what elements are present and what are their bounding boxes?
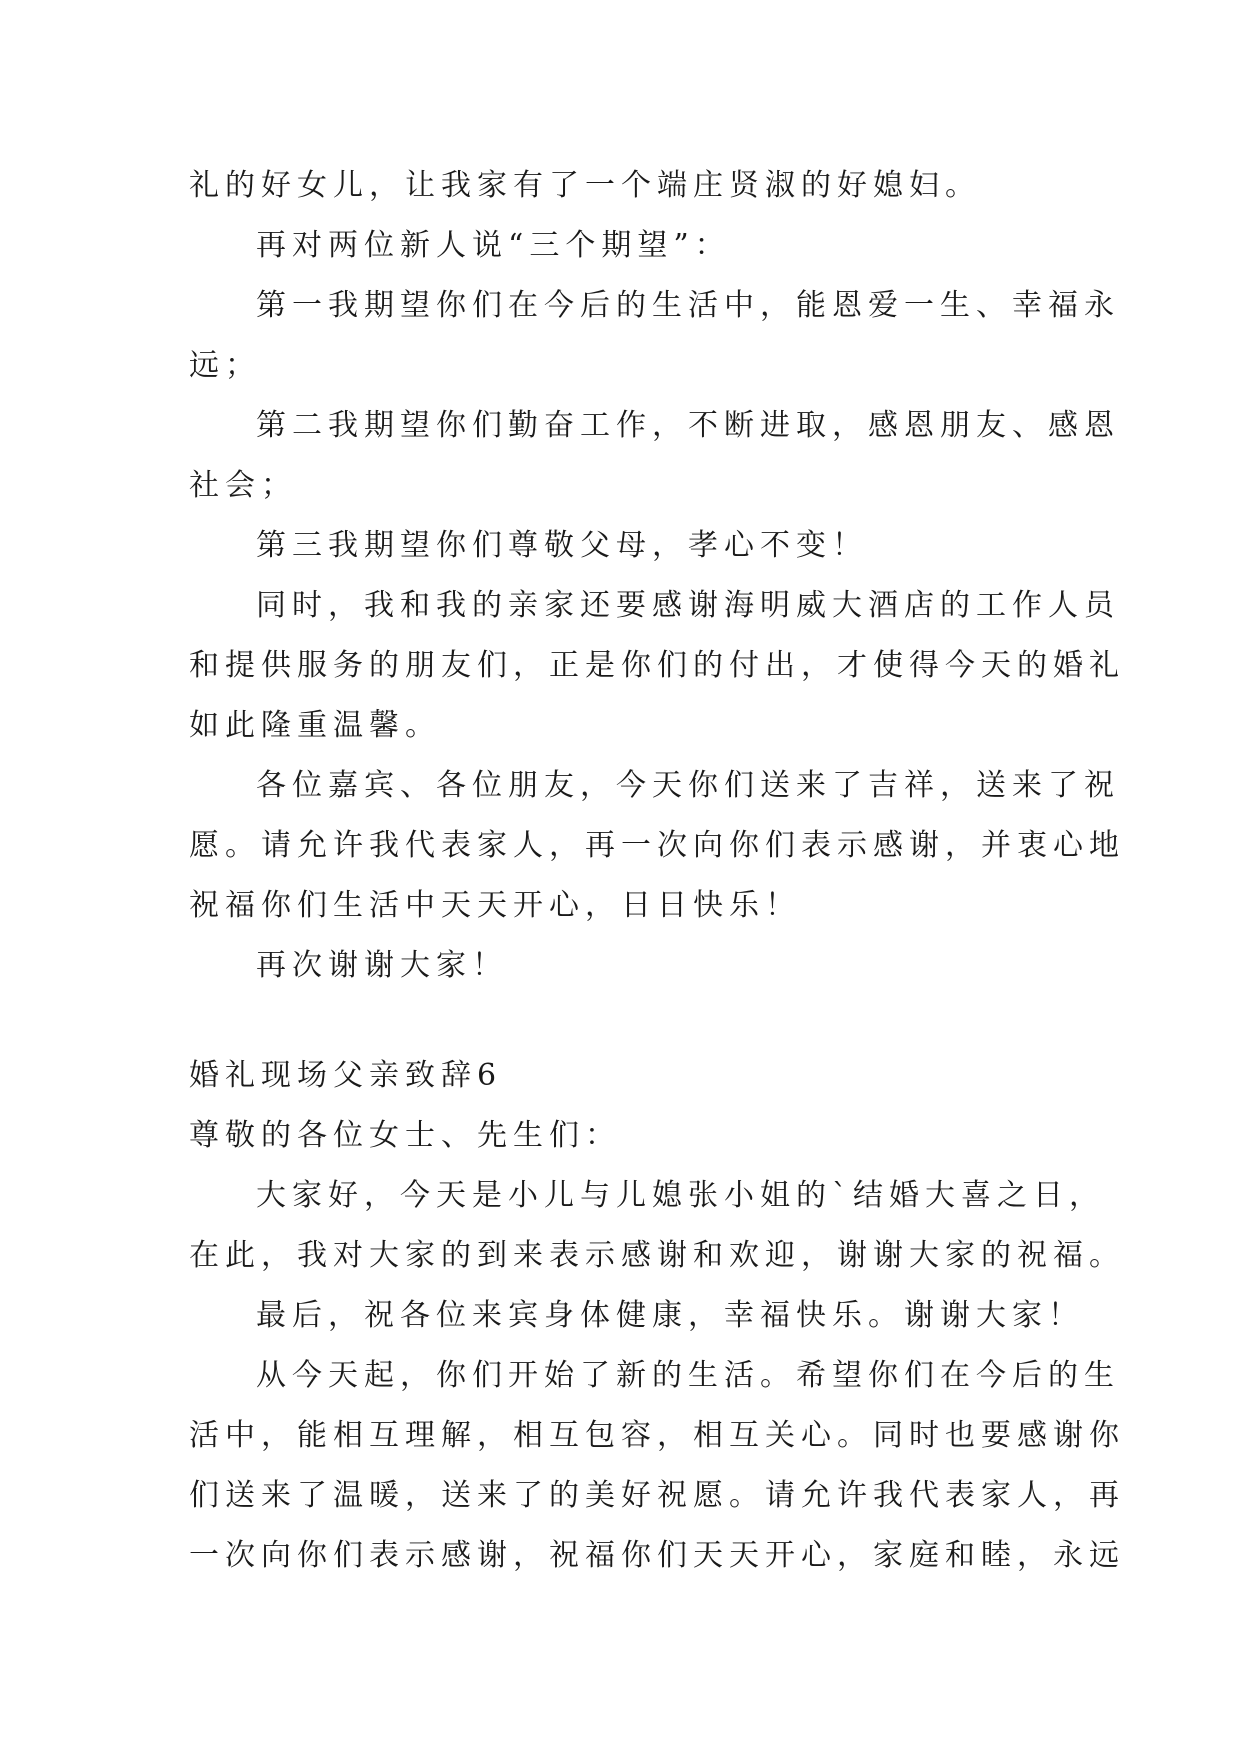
text-line: 从今天起，你们开始了新的生活。希望你们在今后的生 bbox=[256, 1358, 1120, 1393]
text-line: 祝福你们生活中天天开心，日日快乐！ bbox=[189, 888, 801, 923]
section-heading: 婚礼现场父亲致辞6 bbox=[189, 1058, 503, 1093]
text-line: 各位嘉宾、各位朋友，今天你们送来了吉祥，送来了祝 bbox=[256, 768, 1120, 803]
text-line: 愿。请允许我代表家人，再一次向你们表示感谢，并衷心地 bbox=[189, 828, 1125, 863]
text-line: 第二我期望你们勤奋工作，不断进取，感恩朋友、感恩 bbox=[256, 408, 1120, 443]
salutation: 尊敬的各位女士、先生们： bbox=[189, 1118, 621, 1153]
text-line: 第一我期望你们在今后的生活中，能恩爱一生、幸福永 bbox=[256, 288, 1120, 323]
text-line: 再对两位新人说“三个期望”： bbox=[256, 228, 731, 263]
text-line: 活中，能相互理解，相互包容，相互关心。同时也要感谢你 bbox=[189, 1418, 1125, 1453]
text-line: 礼的好女儿，让我家有了一个端庄贤淑的好媳妇。 bbox=[189, 168, 981, 203]
text-line: 社会； bbox=[189, 468, 297, 503]
text-line: 在此，我对大家的到来表示感谢和欢迎，谢谢大家的祝福。 bbox=[189, 1238, 1125, 1273]
text-line: 如此隆重温馨。 bbox=[189, 708, 441, 743]
text-line: 第三我期望你们尊敬父母，孝心不变！ bbox=[256, 528, 868, 563]
text-line: 同时，我和我的亲家还要感谢海明威大酒店的工作人员 bbox=[256, 588, 1120, 623]
text-line: 和提供服务的朋友们，正是你们的付出，才使得今天的婚礼 bbox=[189, 648, 1125, 683]
text-line: 一次向你们表示感谢，祝福你们天天开心，家庭和睦，永远 bbox=[189, 1538, 1125, 1573]
text-line: 最后，祝各位来宾身体健康，幸福快乐。谢谢大家！ bbox=[256, 1298, 1084, 1333]
text-line: 远； bbox=[189, 348, 261, 383]
text-line: 再次谢谢大家！ bbox=[256, 948, 508, 983]
text-line: 们送来了温暖，送来了的美好祝愿。请允许我代表家人，再 bbox=[189, 1478, 1125, 1513]
text-line: 大家好，今天是小儿与儿媳张小姐的`结婚大喜之日， bbox=[256, 1178, 1105, 1213]
